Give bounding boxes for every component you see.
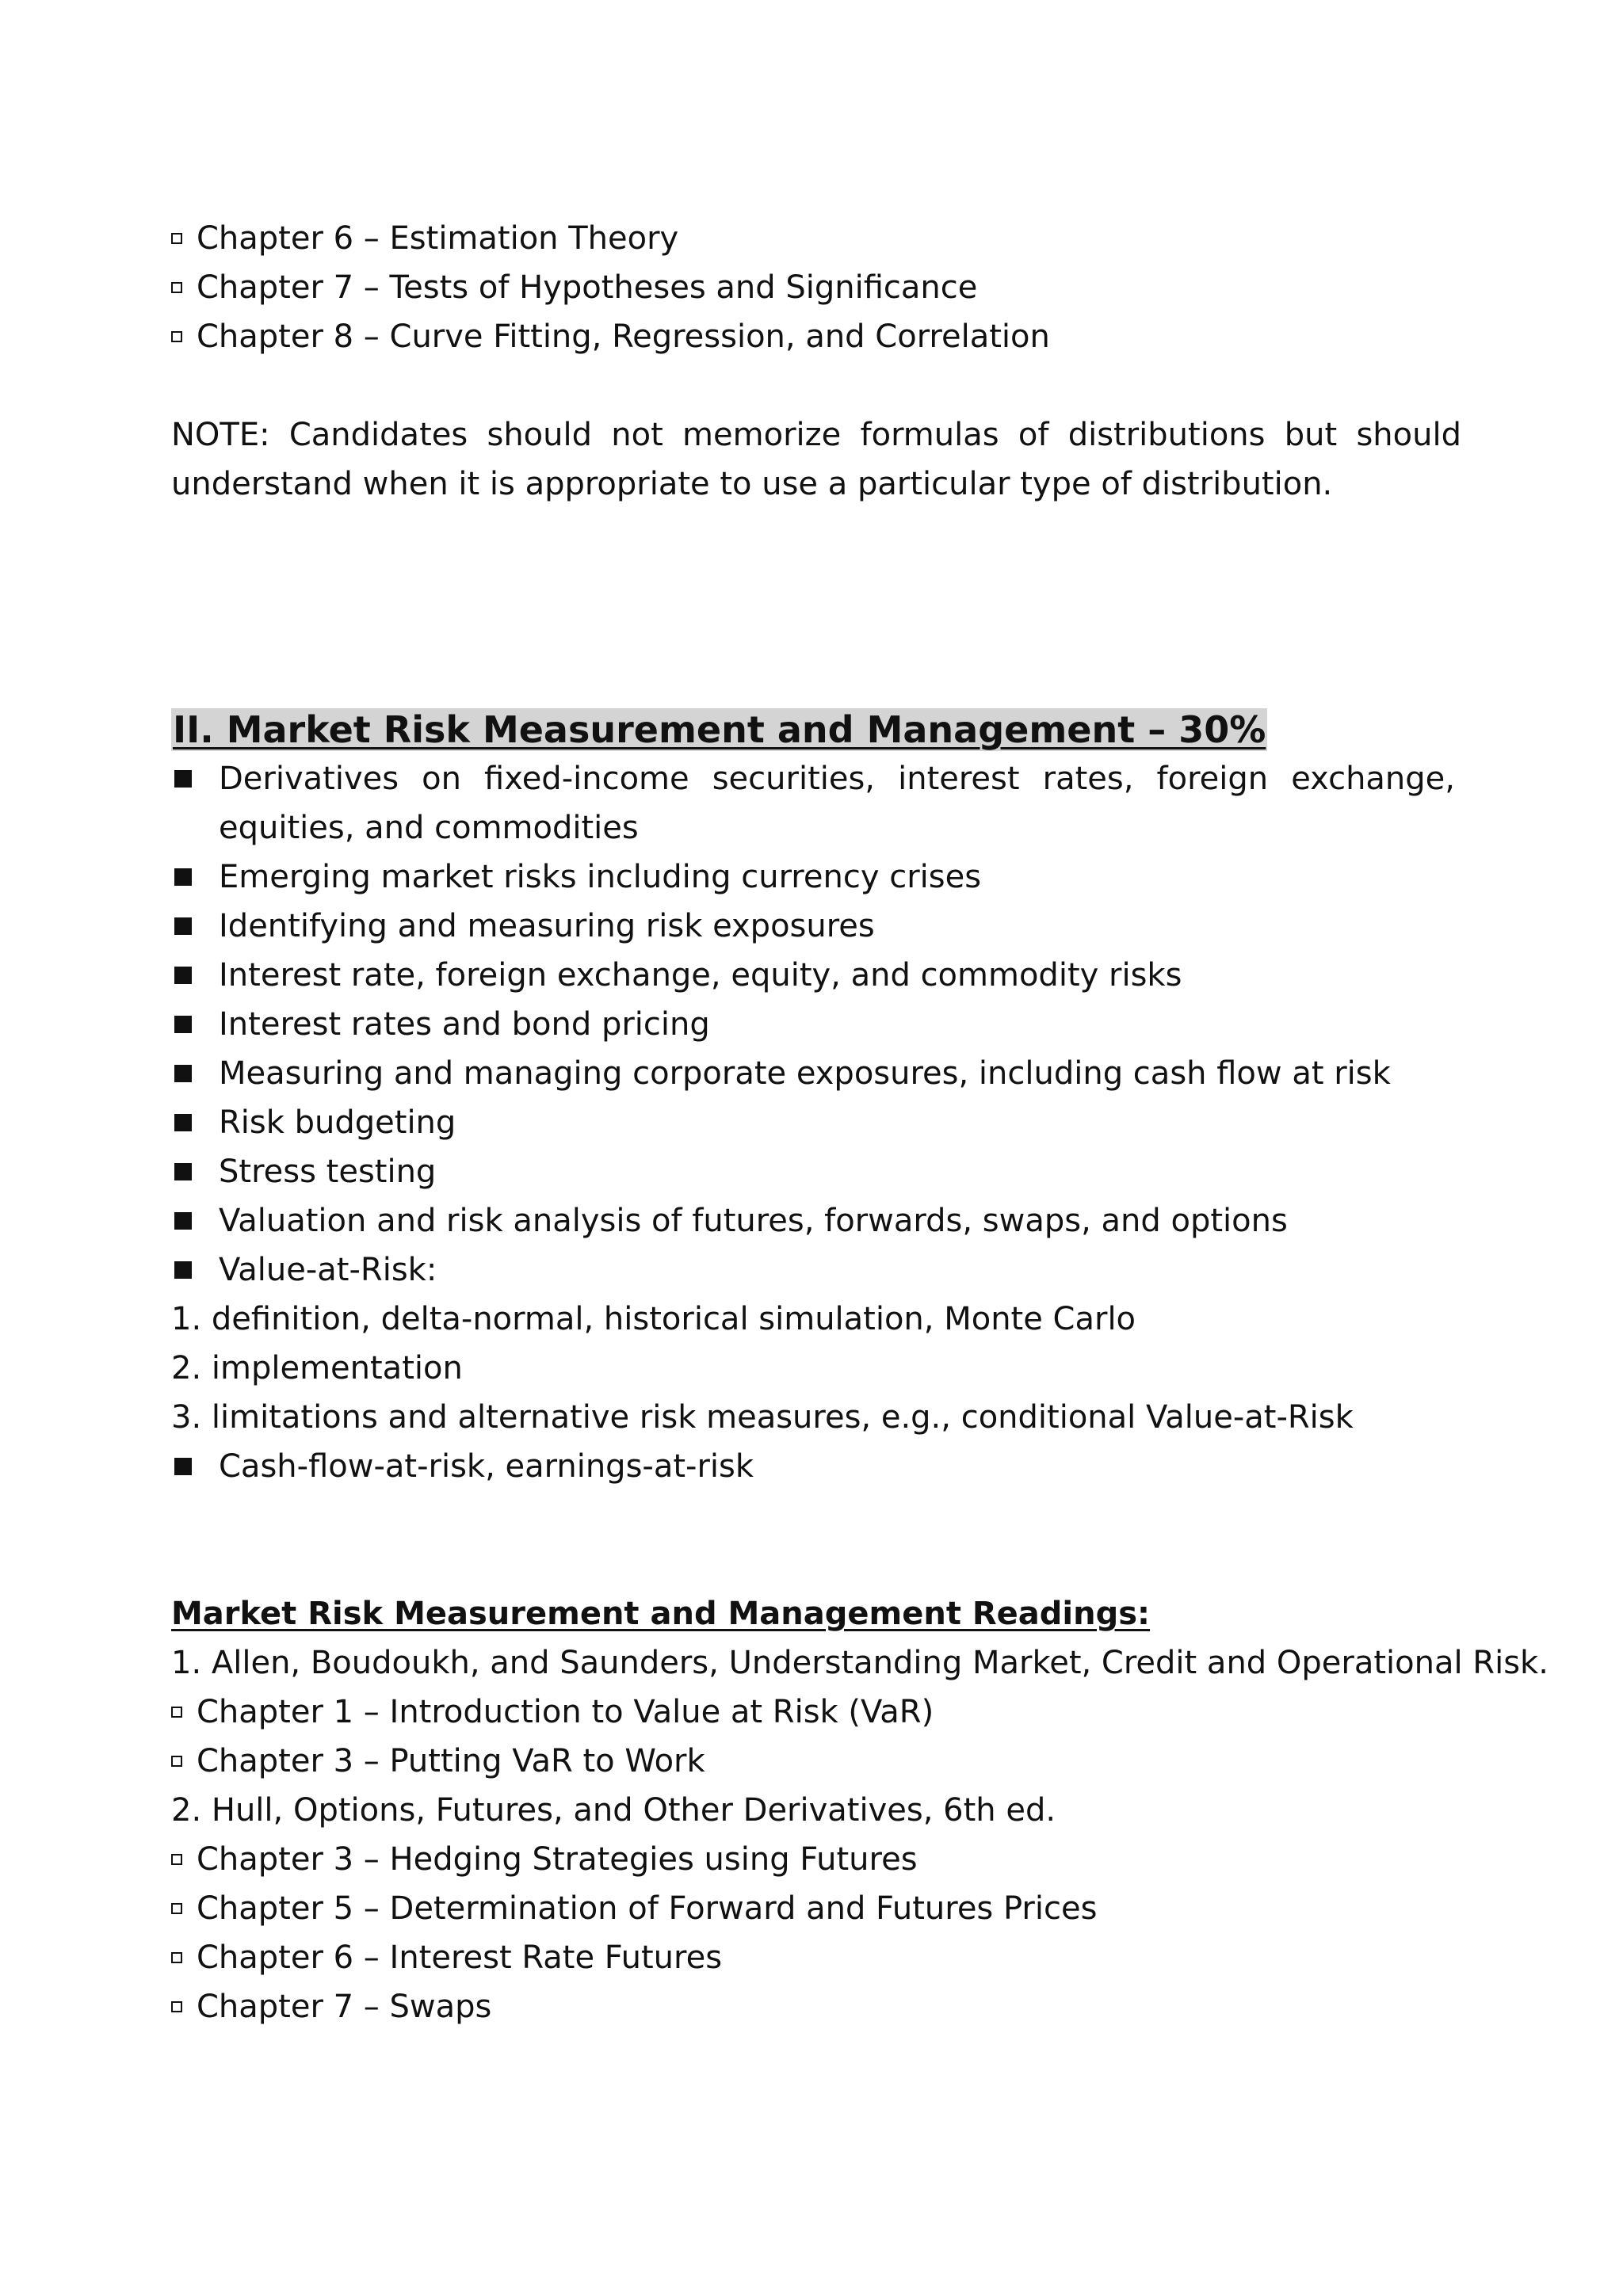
reading-book: 1. Allen, Boudoukh, and Saunders, Understanding Market, Credit and Operational Risk. <box>171 1645 1549 1681</box>
topic-label: Emerging market risks including currency crises <box>219 859 982 895</box>
note-paragraph: NOTE: Candidates should not memorize formulas of distributions but should understand when it is appropriate to use a particular type of distribution. <box>171 417 1461 502</box>
filled-square-bullet-icon <box>174 1114 192 1131</box>
open-square-bullet-icon <box>171 282 182 293</box>
filled-square-bullet-icon <box>174 1016 192 1033</box>
filled-square-bullet-icon <box>174 917 192 935</box>
topic-label: Identifying and measuring risk exposures <box>219 908 875 944</box>
list-item <box>171 263 1461 312</box>
list-item <box>171 902 1461 951</box>
chapter-label: Chapter 5 – Determination of Forward and Futures Prices <box>197 1890 1098 1927</box>
list-item <box>171 1147 1461 1196</box>
list-item <box>171 1098 1461 1147</box>
filled-square-bullet-icon <box>174 770 192 788</box>
list-item <box>171 1000 1461 1049</box>
filled-square-bullet-icon <box>174 1458 192 1475</box>
filled-square-bullet-icon <box>174 967 192 984</box>
list-item <box>171 754 1461 852</box>
topic-label: Cash-flow-at-risk, earnings-at-risk <box>219 1448 754 1485</box>
open-square-bullet-icon <box>171 1707 182 1718</box>
chapter-label: Chapter 6 – Estimation Theory <box>197 220 679 257</box>
list-item <box>171 951 1461 1000</box>
filled-square-bullet-icon <box>174 1261 192 1279</box>
open-square-bullet-icon <box>171 233 182 244</box>
readings-heading: Market Risk Measurement and Management Readings: <box>171 1596 1151 1632</box>
open-square-bullet-icon <box>171 1952 182 1963</box>
open-square-bullet-icon <box>171 1756 182 1767</box>
filled-square-bullet-icon <box>174 868 192 886</box>
filled-square-bullet-icon <box>174 1163 192 1180</box>
topic-label: Interest rates and bond pricing <box>219 1006 710 1043</box>
list-item <box>171 214 1461 263</box>
list-item <box>171 852 1461 902</box>
list-item <box>171 1196 1461 1245</box>
open-square-bullet-icon <box>171 1854 182 1865</box>
numbered-item: 2. implementation <box>171 1350 463 1386</box>
topic-label: Interest rate, foreign exchange, equity, and commodity risks <box>219 957 1182 994</box>
chapter-label: Chapter 8 – Curve Fitting, Regression, and Correlation <box>197 318 1050 355</box>
topic-label: Stress testing <box>219 1154 437 1190</box>
topic-label: Measuring and managing corporate exposures, including cash flow at risk <box>219 1055 1391 1092</box>
topic-label: Derivatives on fixed-income securities, interest rates, foreign exchange, equities, and commodities <box>219 761 1455 846</box>
numbered-item: 3. limitations and alternative risk measures, e.g., conditional Value-at-Risk <box>171 1399 1354 1436</box>
list-item <box>171 1835 1461 1884</box>
chapter-label: Chapter 3 – Putting VaR to Work <box>197 1743 705 1779</box>
list-item <box>171 1245 1461 1295</box>
chapter-label: Chapter 7 – Swaps <box>197 1989 492 2025</box>
filled-square-bullet-icon <box>174 1212 192 1230</box>
topic-label: Value-at-Risk: <box>219 1252 437 1288</box>
reading-book: 2. Hull, Options, Futures, and Other Derivatives, 6th ed. <box>171 1792 1056 1829</box>
list-item <box>171 1737 1461 1786</box>
list-item <box>171 1688 1461 1737</box>
list-item <box>171 1442 1461 1491</box>
section-title: II. Market Risk Measurement and Management – 30% <box>173 708 1266 751</box>
list-item <box>171 1933 1461 1982</box>
topic-label: Valuation and risk analysis of futures, forwards, swaps, and options <box>219 1203 1288 1239</box>
list-item <box>171 1982 1461 2031</box>
filled-square-bullet-icon <box>174 1065 192 1082</box>
topic-label: Risk budgeting <box>219 1104 456 1141</box>
page-content <box>171 214 1549 2031</box>
chapter-label: Chapter 3 – Hedging Strategies using Futures <box>197 1841 918 1878</box>
chapter-label: Chapter 1 – Introduction to Value at Risk (VaR) <box>197 1694 934 1730</box>
open-square-bullet-icon <box>171 2001 182 2012</box>
list-item <box>171 1049 1461 1098</box>
chapter-label: Chapter 7 – Tests of Hypotheses and Significance <box>197 269 978 306</box>
list-item <box>171 312 1461 361</box>
numbered-item: 1. definition, delta-normal, historical simulation, Monte Carlo <box>171 1301 1136 1337</box>
section-heading <box>171 705 1461 754</box>
chapter-label: Chapter 6 – Interest Rate Futures <box>197 1939 723 1976</box>
list-item <box>171 1884 1461 1933</box>
open-square-bullet-icon <box>171 331 182 342</box>
open-square-bullet-icon <box>171 1903 182 1914</box>
